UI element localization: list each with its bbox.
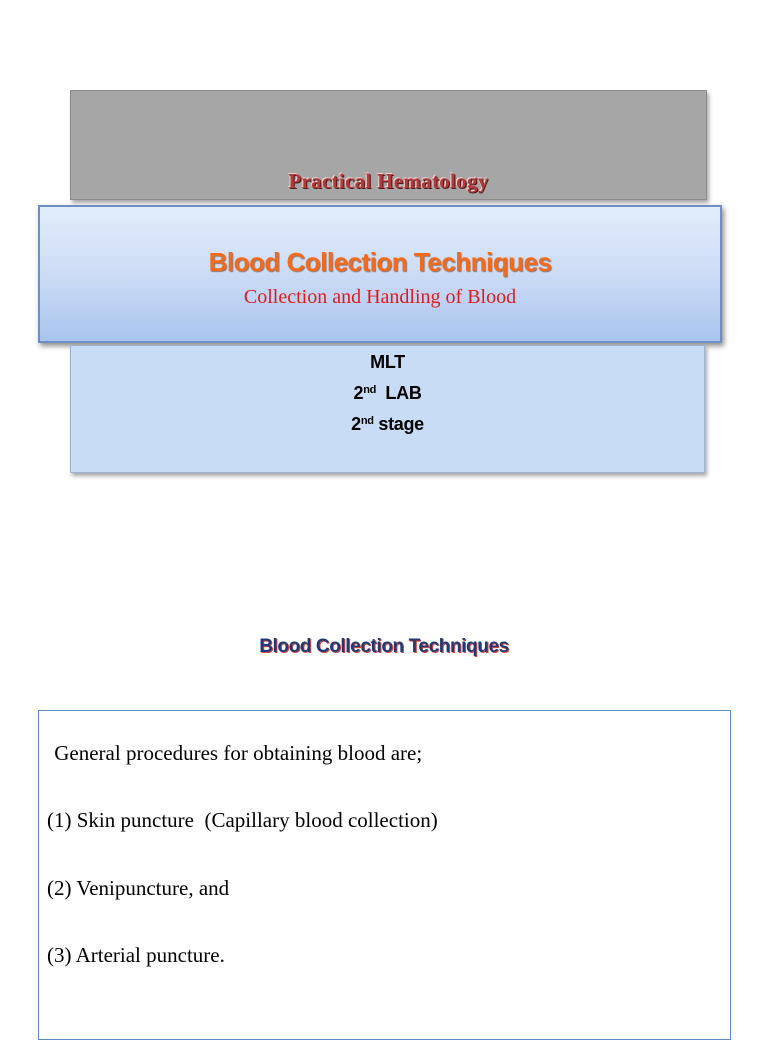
stage-number: 2 bbox=[351, 414, 361, 434]
title-box bbox=[38, 205, 722, 343]
lab-label bbox=[71, 383, 704, 404]
list-item: (2) Venipuncture, and bbox=[47, 876, 230, 900]
list-item: (1) Skin puncture (Capillary blood collection) bbox=[47, 808, 438, 832]
stage-text: stage bbox=[373, 414, 424, 434]
slide-title: Blood Collection Techniques bbox=[208, 247, 552, 277]
list-item: (3) Arterial puncture. bbox=[47, 943, 225, 967]
section-heading: Blood Collection Techniques bbox=[259, 636, 509, 657]
program-label: MLT bbox=[370, 352, 405, 372]
slide-subtitle: Collection and Handling of Blood bbox=[243, 286, 517, 308]
lab-number: 2 bbox=[353, 383, 364, 403]
intro-text: General procedures for obtaining blood are; bbox=[49, 741, 423, 765]
course-header-banner bbox=[70, 90, 707, 200]
course-title: Practical Hematology bbox=[288, 169, 489, 193]
lab-ordinal-suffix: nd bbox=[363, 384, 377, 396]
stage-ordinal-suffix: nd bbox=[360, 415, 374, 427]
info-box bbox=[70, 345, 705, 473]
lab-text: LAB bbox=[376, 383, 422, 403]
content-box bbox=[38, 710, 731, 1040]
stage-label bbox=[71, 414, 704, 435]
